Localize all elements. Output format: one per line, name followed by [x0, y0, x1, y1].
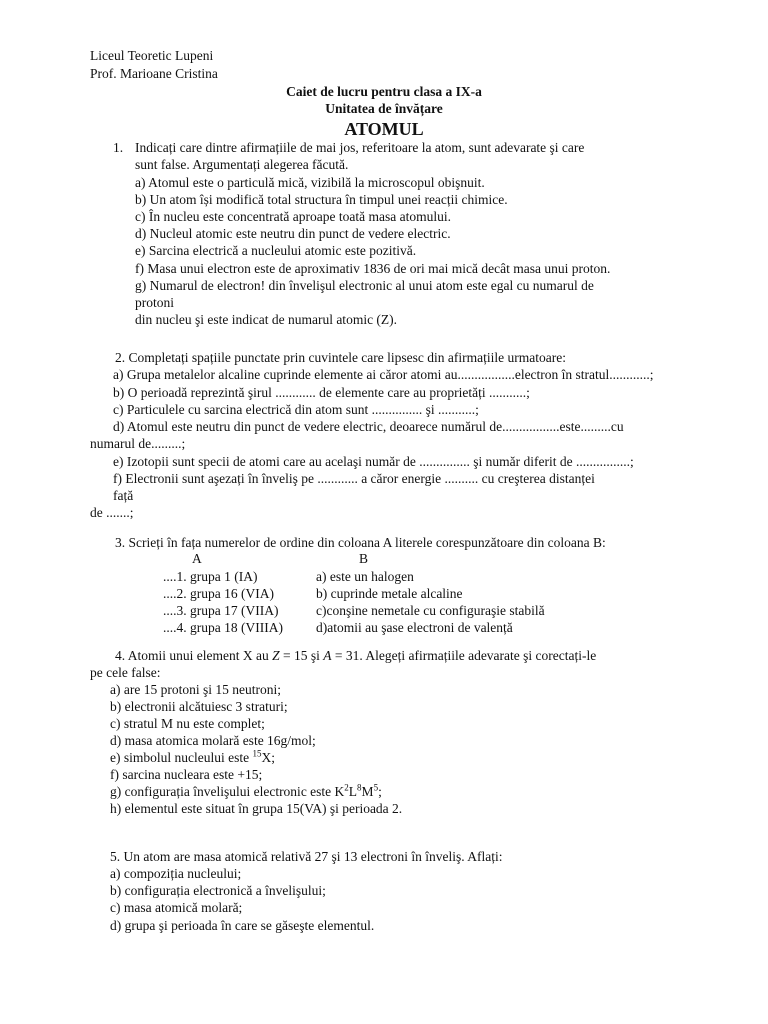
- q3-column-b-header: B: [359, 551, 369, 566]
- topic-title: ATOMUL: [344, 119, 424, 139]
- q4-option-g-l-superscript: 8: [357, 782, 362, 793]
- q2-item-f-line2: față: [113, 488, 134, 503]
- q2-item-f-line1: f) Electronii sunt aşezați în înveliş pe ............ a căror energie .......... cu creşterea distanței: [113, 471, 595, 486]
- q2-item-b: b) O perioadă reprezintă şirul ............ de elemente care au proprietăți ...........;: [113, 385, 530, 400]
- q3-row-2-b: b) cuprinde metale alcaline: [316, 586, 463, 601]
- q3-row-4-a: ....4. grupa 18 (VIIIA): [163, 620, 283, 635]
- q2-item-d-line1: d) Atomul este neutru din punct de vedere electric, deoarece numărul de.................este.........cu: [113, 419, 624, 434]
- q3-row-3-a: ....3. grupa 17 (VIIA): [163, 603, 279, 618]
- q1-number: 1.: [113, 140, 124, 155]
- q1-option-f: f) Masa unui electron este de aproximativ 1836 de ori mai mică decât masa unui proton.: [135, 261, 611, 276]
- q4-intro-eq1: = 15 şi: [279, 648, 324, 663]
- q4-option-e-superscript: 15: [252, 748, 262, 759]
- q3-row-2-a: ....2. grupa 16 (VIA): [163, 586, 274, 601]
- q1-option-c: c) În nucleu este concentrată aproape toată masa atomului.: [135, 209, 451, 224]
- q5-intro: 5. Un atom are masa atomică relativă 27 şi 13 electroni în înveliş. Aflați:: [110, 849, 503, 864]
- q4-option-g-k-superscript: 2: [344, 782, 349, 793]
- q1-option-g-line3: din nucleu şi este indicat de numarul atomic (Z).: [135, 312, 398, 327]
- worksheet-title: Caiet de lucru pentru clasa a IX-a: [286, 84, 482, 99]
- q4-option-g: [110, 784, 382, 800]
- q5-option-b: b) configurația electronică a învelişului;: [110, 883, 326, 898]
- q1-option-b: b) Un atom își modifică total structura în timpul unei reacții chimice.: [135, 192, 508, 207]
- q2-item-c: c) Particulele cu sarcina electrică din atom sunt ............... şi ...........;: [113, 402, 479, 417]
- school-name: Liceul Teoretic Lupeni: [90, 48, 214, 63]
- q3-row-1-b: a) este un halogen: [316, 569, 414, 584]
- q1-option-a: a) Atomul este o particulă mică, vizibilă la microscopul obişnuit.: [135, 175, 485, 190]
- q1-option-e: e) Sarcina electrică a nucleului atomic este pozitivă.: [135, 243, 417, 258]
- q4-option-g-end: ;: [378, 784, 382, 799]
- q4-option-g-m-superscript: 5: [373, 782, 379, 793]
- q3-intro: 3. Scrieți în fața numerelor de ordine din coloana A literele corespunzătoare din coloana B:: [115, 535, 606, 550]
- q2-item-e: e) Izotopii sunt specii de atomi care au acelaşi număr de ............... şi număr diferit de ................;: [113, 454, 634, 469]
- q4-intro-text-a: 4. Atomii unui element X au: [115, 648, 273, 663]
- q3-row-3-b: c)conşine nemetale cu configuraşie stabilă: [316, 603, 545, 618]
- q1-text-line1: Indicați care dintre afirmațiile de mai jos, referitoare la atom, sunt adevarate şi care: [135, 140, 585, 155]
- q1-text-line2: sunt false. Argumentați alegerea făcută.: [135, 157, 349, 172]
- q5-option-c: c) masa atomică molară;: [110, 900, 243, 915]
- q4-option-g-l: L: [348, 784, 358, 799]
- q4-option-g-text: g) configurația învelişului electronic este K: [110, 784, 345, 799]
- unit-title: Unitatea de învățare: [325, 101, 443, 116]
- q4-option-e-symbol: X;: [261, 750, 275, 765]
- q4-option-e: [110, 750, 275, 766]
- q4-z-symbol: Z: [272, 648, 280, 663]
- q4-intro-line2: pe cele false:: [90, 665, 161, 680]
- q2-item-d-line2: numarul de.........;: [90, 436, 186, 451]
- q1-option-g-line1: g) Numarul de electron! din învelişul electronic al unui atom este egal cu numarul de: [135, 278, 594, 293]
- q4-option-h: h) elementul este situat în grupa 15(VA) şi perioada 2.: [110, 801, 403, 816]
- q2-intro: 2. Completați spațiile punctate prin cuvintele care lipsesc din afirmațiile urmatoare:: [115, 350, 566, 365]
- q3-column-a-header: A: [192, 551, 202, 566]
- q3-row-1-a: ....1. grupa 1 (IA): [163, 569, 258, 584]
- q4-option-a: a) are 15 protoni şi 15 neutroni;: [110, 682, 281, 697]
- q5-option-d: d) grupa şi perioada în care se găseşte elementul.: [110, 918, 375, 933]
- q4-intro-eq2: = 31. Alegeți afirmațiile adevarate şi corectați-le: [331, 648, 597, 663]
- q4-option-d: d) masa atomica molară este 16g/mol;: [110, 733, 316, 748]
- q4-intro: [115, 648, 596, 664]
- q4-option-g-m: M: [361, 784, 374, 799]
- q4-option-e-text: e) simbolul nucleului este: [110, 750, 253, 765]
- q5-option-a: a) compoziția nucleului;: [110, 866, 242, 881]
- q4-option-f: f) sarcina nucleara este +15;: [110, 767, 263, 782]
- q3-row-4-b: d)atomii au şase electroni de valență: [316, 620, 513, 635]
- q4-option-b: b) electronii alcătuiesc 3 straturi;: [110, 699, 288, 714]
- q2-item-a: a) Grupa metalelor alcaline cuprinde elemente ai căror atomi au.................electron în stratul............;: [113, 367, 654, 382]
- teacher-name: Prof. Marioane Cristina: [90, 66, 218, 81]
- q1-option-d: d) Nucleul atomic este neutru din punct de vedere electric.: [135, 226, 451, 241]
- q2-item-f-line3: de .......;: [90, 505, 134, 520]
- q4-option-c: c) stratul M nu este complet;: [110, 716, 265, 731]
- q1-option-g-line2: protoni: [135, 295, 174, 310]
- q4-a-symbol: A: [323, 648, 332, 663]
